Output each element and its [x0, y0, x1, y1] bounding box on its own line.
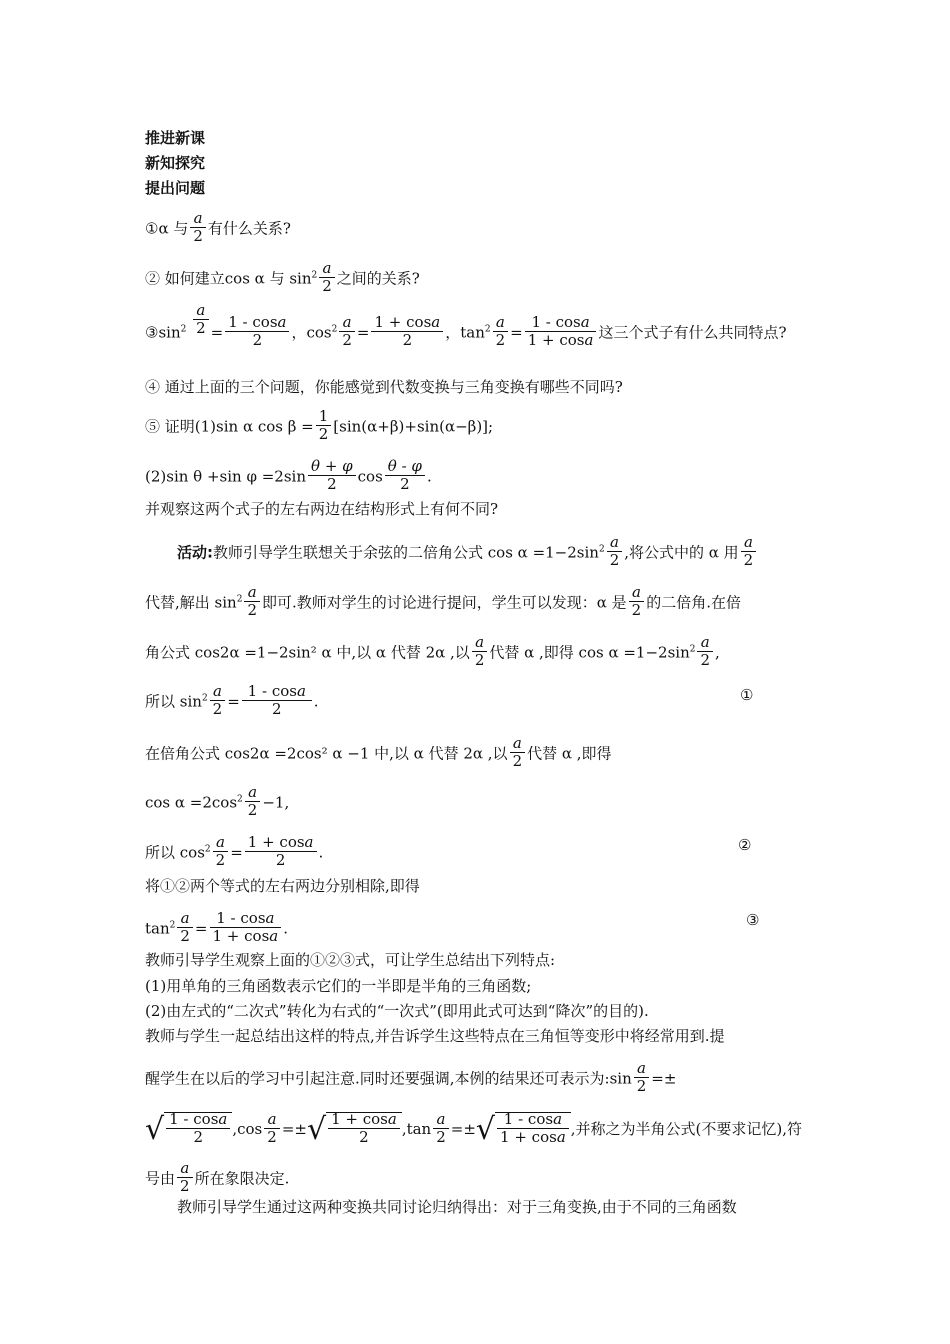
denominator: 2	[193, 319, 209, 337]
numerator: a	[637, 1059, 646, 1077]
frac-a-over-2	[741, 534, 757, 569]
q3-text-a: ③sin	[145, 323, 181, 342]
frac-one-minus-cos	[166, 1111, 230, 1146]
activity-line-16	[145, 1159, 290, 1197]
activity-text: =±	[281, 1120, 307, 1138]
frac-a-over-2	[264, 1111, 280, 1146]
activity-line-6	[145, 783, 290, 821]
heading-new-lesson: 推进新课	[145, 129, 206, 147]
frac-a-over-2	[339, 314, 355, 349]
activity-label: 活动:	[177, 543, 213, 562]
denominator: 1 + cos	[500, 1128, 557, 1146]
numerator: 1 + cos	[374, 313, 432, 331]
alpha: a	[580, 313, 590, 331]
denominator: 2	[634, 1077, 650, 1095]
numerator: θ + φ	[311, 457, 353, 475]
activity-text: 代替,解出 sin	[145, 593, 237, 612]
frac-one-half	[316, 408, 332, 443]
activity-line-8: 将①②两个等式的左右两边分别相除,即得	[145, 877, 420, 895]
activity-text: 所在象限决定.	[194, 1169, 290, 1188]
heading-raise-questions: 提出问题	[145, 179, 206, 197]
alpha: a	[556, 1128, 566, 1146]
q1-text-b: 有什么关系?	[207, 219, 291, 238]
alpha: a	[584, 331, 594, 349]
frac-a-over-2	[629, 584, 645, 619]
denominator: 2	[339, 331, 355, 349]
frac-a-over-2	[193, 302, 209, 337]
question-2	[145, 259, 420, 297]
alpha: a	[387, 1110, 397, 1128]
frac-a-over-2	[213, 834, 229, 869]
question-6: 并观察这两个式子的左右两边在结构形式上有何不同?	[145, 500, 499, 518]
activity-text: =±	[651, 1069, 677, 1088]
cos-label: ，cos	[291, 323, 332, 342]
q5-text-a: ⑤ 证明(1)sin α cos β =	[145, 417, 314, 436]
frac-a-over-2	[433, 1111, 449, 1146]
denominator: 2	[472, 651, 488, 669]
numerator: a	[212, 682, 222, 700]
numerator: a	[180, 909, 190, 927]
denominator: 1 + cos	[212, 927, 270, 945]
denominator: 2	[225, 331, 289, 349]
frac-a-over-2	[177, 910, 193, 945]
activity-text: 即可.教师对学生的讨论进行提问，学生可以发现：α 是	[261, 593, 627, 612]
frac-one-minus-cos	[225, 314, 289, 349]
sqrt-tan-half	[476, 1112, 571, 1148]
square-superscript: 2	[598, 544, 605, 555]
numerator: 1	[318, 407, 329, 425]
activity-line-2	[145, 583, 741, 621]
denominator: 2	[316, 425, 332, 443]
activity-line-14	[145, 1059, 677, 1097]
numerator: a	[215, 833, 225, 851]
frac-a-over-2	[634, 1060, 650, 1095]
frac-a-over-2	[190, 210, 206, 245]
alpha: a	[265, 909, 275, 927]
frac-a-over-2	[472, 634, 488, 669]
denominator: 2	[177, 1177, 193, 1195]
denominator: 2	[190, 227, 206, 245]
activity-line-3: 角公式 cos2α =1−2sin² α 中,以 α 代替 2α ,以 $\frac{a}{2}$ 代替 α ,即得 $\cos \alpha =1-2\sin^2$ $\frac{a}{2}$ ,	[145, 633, 720, 669]
sqrt-icon: √	[475, 1112, 496, 1147]
activity-eq-1	[145, 682, 319, 720]
activity-line-13: 教师与学生一起总结出这样的特点,并告诉学生这些特点在三角恒等变形中将经常用到.提	[145, 1027, 725, 1045]
denominator: 2	[242, 700, 312, 718]
sqrt-icon: √	[306, 1112, 327, 1147]
alpha: a	[218, 1110, 228, 1128]
equation-number-1: ①	[740, 686, 754, 704]
frac-a-over-2	[697, 634, 713, 669]
equation-number-2: ②	[738, 836, 752, 854]
q5-text-b: [sin(α+β)+sin(α−β)];	[333, 417, 494, 436]
numerator: a	[322, 259, 332, 277]
activity-line-10: 教师引导学生观察上面的①②③式，可让学生总结出下列特点:	[145, 951, 556, 969]
square-superscript: 2	[331, 324, 338, 335]
denominator: 2	[607, 551, 623, 569]
numerator: 1 - cos	[503, 1110, 554, 1128]
denominator: 2	[510, 752, 526, 770]
equals-sign: =	[194, 919, 208, 938]
numerator: a	[196, 301, 206, 319]
equals-sign: =	[356, 323, 370, 342]
equals-sign: =	[510, 323, 523, 342]
activity-text: ,tan	[401, 1120, 432, 1138]
equals-sign: =	[227, 692, 240, 711]
equals-sign: =	[230, 843, 243, 862]
question-4: ④ 通过上面的三个问题，你能感觉到代数变换与三角变换有哪些不同吗?	[145, 378, 623, 396]
activity-text: 代替 α ,即得 cos α =1−2sin	[489, 643, 690, 662]
activity-line-5	[145, 734, 612, 772]
denominator: 2	[308, 475, 356, 493]
activity-line-15	[145, 1109, 803, 1148]
denominator: 2	[493, 331, 509, 349]
alpha: a	[296, 682, 306, 700]
denominator: 2	[697, 651, 713, 669]
alpha: a	[277, 313, 287, 331]
frac-a-over-2	[319, 260, 335, 295]
activity-text: 代替 α ,即得	[527, 744, 612, 763]
frac-a-over-2	[210, 683, 226, 718]
period: .	[318, 843, 324, 862]
square-superscript: 2	[237, 794, 243, 805]
numerator: a	[631, 583, 641, 601]
frac-a-over-2	[244, 584, 260, 619]
denominator: 2	[166, 1128, 230, 1146]
numerator: θ - φ	[387, 457, 422, 475]
activity-text: ,cos	[232, 1120, 263, 1138]
denominator: 2	[319, 277, 335, 295]
frac-theta-minus-phi	[385, 458, 425, 493]
numerator: a	[700, 633, 710, 651]
numerator: 1 - cos	[169, 1110, 219, 1128]
denominator: 2	[245, 801, 261, 819]
square-superscript: 2	[201, 693, 208, 704]
activity-text: 号由	[145, 1169, 176, 1188]
activity-text: 所以 sin	[145, 692, 202, 711]
sqrt-icon: √	[145, 1112, 165, 1147]
denominator: 2	[210, 700, 226, 718]
square-superscript: 2	[236, 594, 243, 605]
denominator: 1 + cos	[527, 331, 585, 349]
denominator: 2	[245, 851, 317, 869]
square-superscript: 2	[180, 324, 187, 335]
frac-one-plus-cos	[328, 1111, 400, 1146]
activity-text: 醒学生在以后的学习中引起注意.同时还要强调,本例的结果还可表示为:sin	[145, 1069, 632, 1088]
q2-text-b: 之间的关系?	[336, 269, 420, 288]
frac-one-plus-cos	[371, 314, 443, 349]
frac-one-plus-cos	[245, 834, 317, 869]
numerator: a	[180, 1159, 190, 1177]
numerator: a	[436, 1109, 446, 1128]
denominator: 2	[629, 601, 645, 619]
activity-line-17: 教师引导学生通过这两种变换共同讨论归纳得出：对于三角变换,由于不同的三角函数	[177, 1198, 737, 1216]
numerator: a	[743, 533, 753, 551]
activity-line-11: (1)用单角的三角函数表示它们的一半即是半角的三角函数;	[145, 977, 532, 995]
activity-line-12: (2)由左式的“二次式”转化为右式的“一次式”(即用此式可达到“降次”的目的).	[145, 1002, 649, 1020]
numerator: a	[495, 313, 505, 331]
denominator: 2	[433, 1128, 449, 1146]
activity-text: =±	[450, 1120, 476, 1138]
activity-text: ,并称之为半角公式(不要求记忆),符	[570, 1120, 803, 1138]
tan-label: ，tan	[445, 323, 485, 342]
denominator: 2	[264, 1128, 280, 1146]
frac-a-over-2	[607, 534, 623, 569]
denominator: 2	[385, 475, 425, 493]
frac-a-over-2	[177, 1160, 193, 1195]
question-5-part-2	[145, 457, 432, 495]
numerator: 1 - cos	[216, 909, 266, 927]
q1-text-a: ①α 与	[145, 219, 189, 238]
frac-tan-half	[525, 314, 597, 349]
period: .	[426, 467, 432, 486]
activity-text: 的二倍角.在倍	[646, 593, 741, 612]
denominator: 2	[371, 331, 443, 349]
denominator: 2	[244, 601, 260, 619]
q5-text-d: cos	[357, 467, 383, 486]
numerator: 1 - cos	[531, 313, 581, 331]
denominator: 2	[213, 851, 229, 869]
alpha: a	[553, 1110, 563, 1128]
square-superscript: 2	[311, 270, 318, 281]
frac-one-minus-cos	[242, 683, 312, 718]
question-5	[145, 407, 494, 445]
q3-text-b: 这三个式子有什么共同特点?	[598, 323, 787, 342]
activity-text: cos α =2cos	[145, 793, 238, 812]
q5-text-c: (2)sin θ +sin φ =2sin	[145, 467, 307, 486]
denominator: 2	[328, 1128, 400, 1146]
frac-tan-half	[497, 1111, 569, 1146]
frac-a-over-2	[493, 314, 509, 349]
alpha: a	[269, 927, 279, 945]
activity-text: −1,	[262, 793, 290, 812]
equals-sign: =	[210, 323, 224, 342]
activity-eq-3	[145, 909, 289, 947]
question-3	[145, 301, 787, 351]
denominator: 2	[741, 551, 757, 569]
denominator: 2	[177, 927, 193, 945]
activity-text: 所以 cos	[145, 843, 205, 862]
activity-text: 角公式 cos2α =1−2sin² α 中,以 α 代替 2α ,以	[145, 643, 470, 662]
activity-text: 教师引导学生联想关于余弦的二倍角公式 cos α =1−2sin	[213, 543, 599, 562]
frac-a-over-2	[510, 735, 526, 770]
frac-tan-half	[210, 910, 282, 945]
period: .	[313, 692, 319, 711]
question-1	[145, 209, 291, 247]
numerator: a	[248, 783, 258, 801]
activity-line-1	[177, 533, 758, 571]
q2-text-a: ② 如何建立cos α 与 sin	[145, 269, 312, 288]
equation-number-3: ③	[746, 911, 760, 929]
numerator: a	[247, 583, 257, 601]
numerator: 1 - cos	[228, 313, 278, 331]
activity-text: ,将公式中的 α 用	[624, 543, 739, 562]
numerator: a	[267, 1109, 277, 1128]
square-superscript: 2	[484, 324, 491, 335]
alpha: a	[431, 313, 441, 331]
alpha: a	[304, 833, 314, 851]
numerator: 1 - cos	[247, 682, 297, 700]
sqrt-cos-half	[307, 1112, 402, 1148]
frac-a-over-2	[245, 784, 261, 819]
square-superscript: 2	[204, 844, 211, 855]
activity-eq-2	[145, 833, 324, 871]
square-superscript: 2	[169, 920, 176, 931]
frac-theta-plus-phi	[308, 458, 356, 493]
square-superscript: 2	[689, 644, 696, 655]
numerator: a	[193, 209, 203, 227]
activity-text: 在倍角公式 cos2α =2cos² α −1 中,以 α 代替 2α ,以	[145, 744, 508, 763]
period: .	[283, 919, 289, 938]
activity-text: tan	[145, 919, 170, 938]
heading-new-knowledge: 新知探究	[145, 154, 206, 172]
numerator: a	[609, 533, 619, 551]
numerator: a	[475, 633, 485, 651]
numerator: a	[342, 313, 352, 331]
numerator: 1 + cos	[247, 833, 305, 851]
numerator: 1 + cos	[331, 1110, 388, 1128]
numerator: a	[512, 734, 522, 752]
sqrt-sin-half	[145, 1112, 232, 1148]
